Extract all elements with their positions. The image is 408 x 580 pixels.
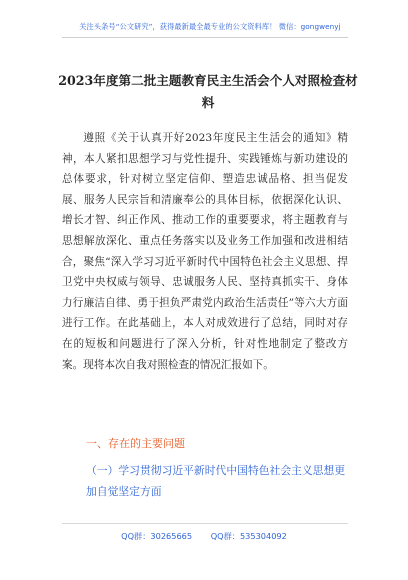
footer-qq-group-1: QQ群：30265665 bbox=[121, 531, 193, 541]
footer-divider bbox=[62, 523, 348, 524]
header-divider bbox=[62, 37, 348, 38]
footer-qq-group-2: QQ群：535304092 bbox=[210, 531, 287, 541]
section-heading: 一、存在的主要问题 bbox=[86, 437, 185, 450]
header-banner: 关注头条号“公文研究”，获得最新最全最专业的公文资料库！ 微信：gongwenyj bbox=[79, 22, 341, 31]
document-title: 2023年度第二批主题教育民主生活会个人对照检查材料 bbox=[58, 73, 358, 110]
intro-paragraph: 遵照《关于认真开好2023年度民主生活会的通知》精神，本人紧扣思想学习与党性提升、实践锤炼与新功建设的总体要求，针对树立坚定信仰、塑造忠诚品格、担当促发展、服务人民宗旨和清廉奉公的具体目标，依据深化认识、增长才智、纠正作风、推动工作的重要要求，将主题教育与思想解放深化、重点任务落实以及业务工作加强和改进相结合，聚焦“深入学习习近平新时代中国特色社会主义思想、捍卫党中央权威与领导、忠诚服务人民、坚持真抓实干、身体力行廉洁自律、勇于担负严肃党内政治生活责任”等六大方面进行工作。在此基础上，本人对成效进行了总结，同时对存在的短板和问题进行了深入分析，针对性地制定了整改方案。现将本次自我对照检查的情况汇报如下。 bbox=[62, 132, 348, 371]
footer bbox=[0, 531, 408, 542]
subsection-heading: （一）学习贯彻习近平新时代中国特色社会主义思想更加自觉坚定方面 bbox=[86, 464, 346, 498]
